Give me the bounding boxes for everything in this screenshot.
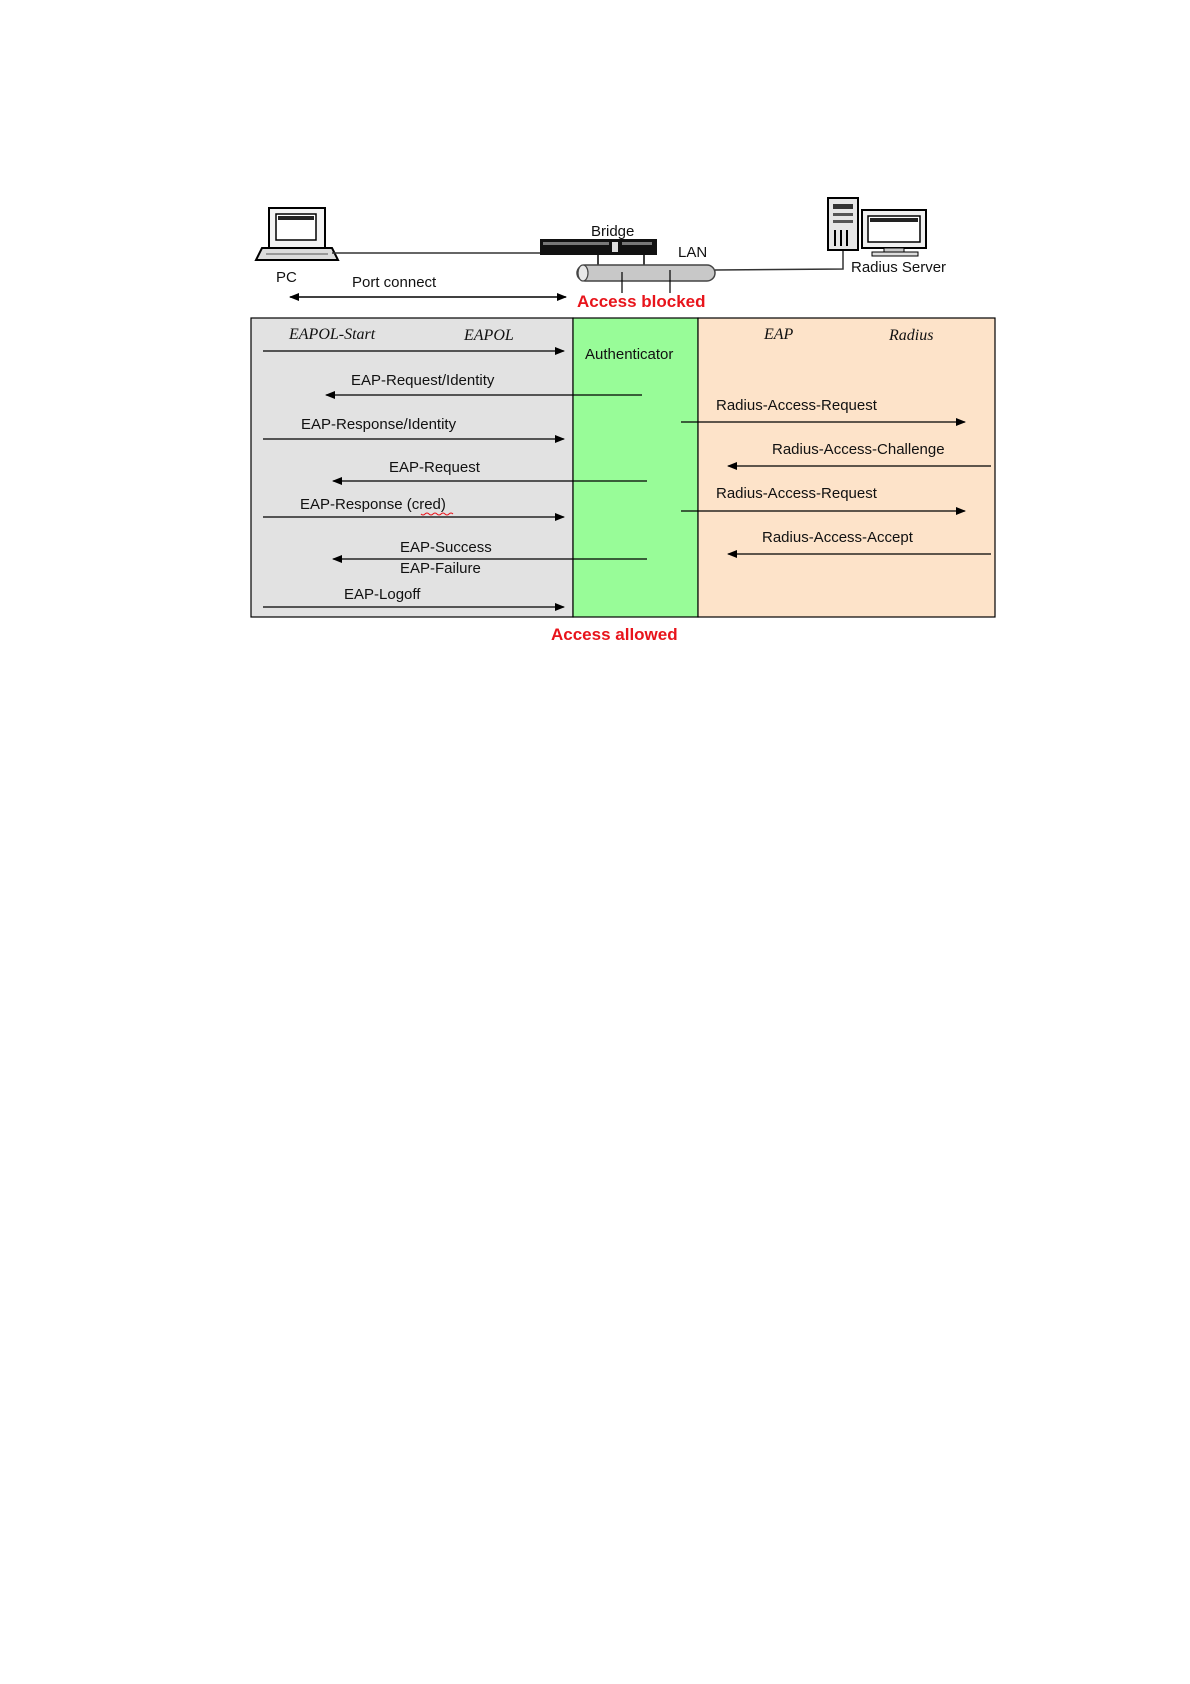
radius-server-label: Radius Server: [851, 259, 947, 276]
msg-eap-request-identity: EAP-Request/Identity: [351, 372, 495, 389]
msg-radius-access-challenge: Radius-Access-Challenge: [772, 441, 945, 458]
lan-bus-icon: [577, 265, 715, 293]
msg-eap-logoff: EAP-Logoff: [344, 586, 421, 603]
msg-eap-response-identity: EAP-Response/Identity: [301, 416, 457, 433]
msg-eap-failure: EAP-Failure: [400, 560, 481, 577]
pc-label: PC: [276, 269, 297, 286]
msg-radius-access-request-1: Radius-Access-Request: [716, 397, 877, 414]
lan-server-link: [715, 248, 843, 270]
msg-radius-access-accept: Radius-Access-Accept: [762, 529, 913, 546]
laptop-icon: [256, 208, 338, 260]
radius-label: Radius: [889, 327, 934, 344]
access-allowed-label: Access allowed: [551, 625, 678, 644]
eapol-label: EAPOL: [464, 327, 514, 344]
port-connect-label: Port connect: [352, 274, 437, 291]
access-blocked-label: Access blocked: [577, 292, 706, 311]
server-zone: [698, 318, 995, 617]
msg-radius-access-request-2: Radius-Access-Request: [716, 485, 877, 502]
authenticator-label: Authenticator: [585, 346, 674, 363]
eap-label: EAP: [764, 326, 794, 343]
radius-server-icon: [828, 198, 926, 256]
eapol-start-label: EAPOL-Start: [289, 326, 376, 343]
bridge-device-icon: [540, 239, 657, 268]
msg-eap-response-cred: EAP-Response (cred): [300, 496, 446, 513]
bridge-label: Bridge: [591, 223, 635, 240]
msg-eap-request: EAP-Request: [389, 459, 480, 476]
lan-label: LAN: [678, 244, 708, 261]
msg-eap-success: EAP-Success: [400, 539, 492, 556]
eap-sequence-diagram: [0, 0, 1190, 700]
